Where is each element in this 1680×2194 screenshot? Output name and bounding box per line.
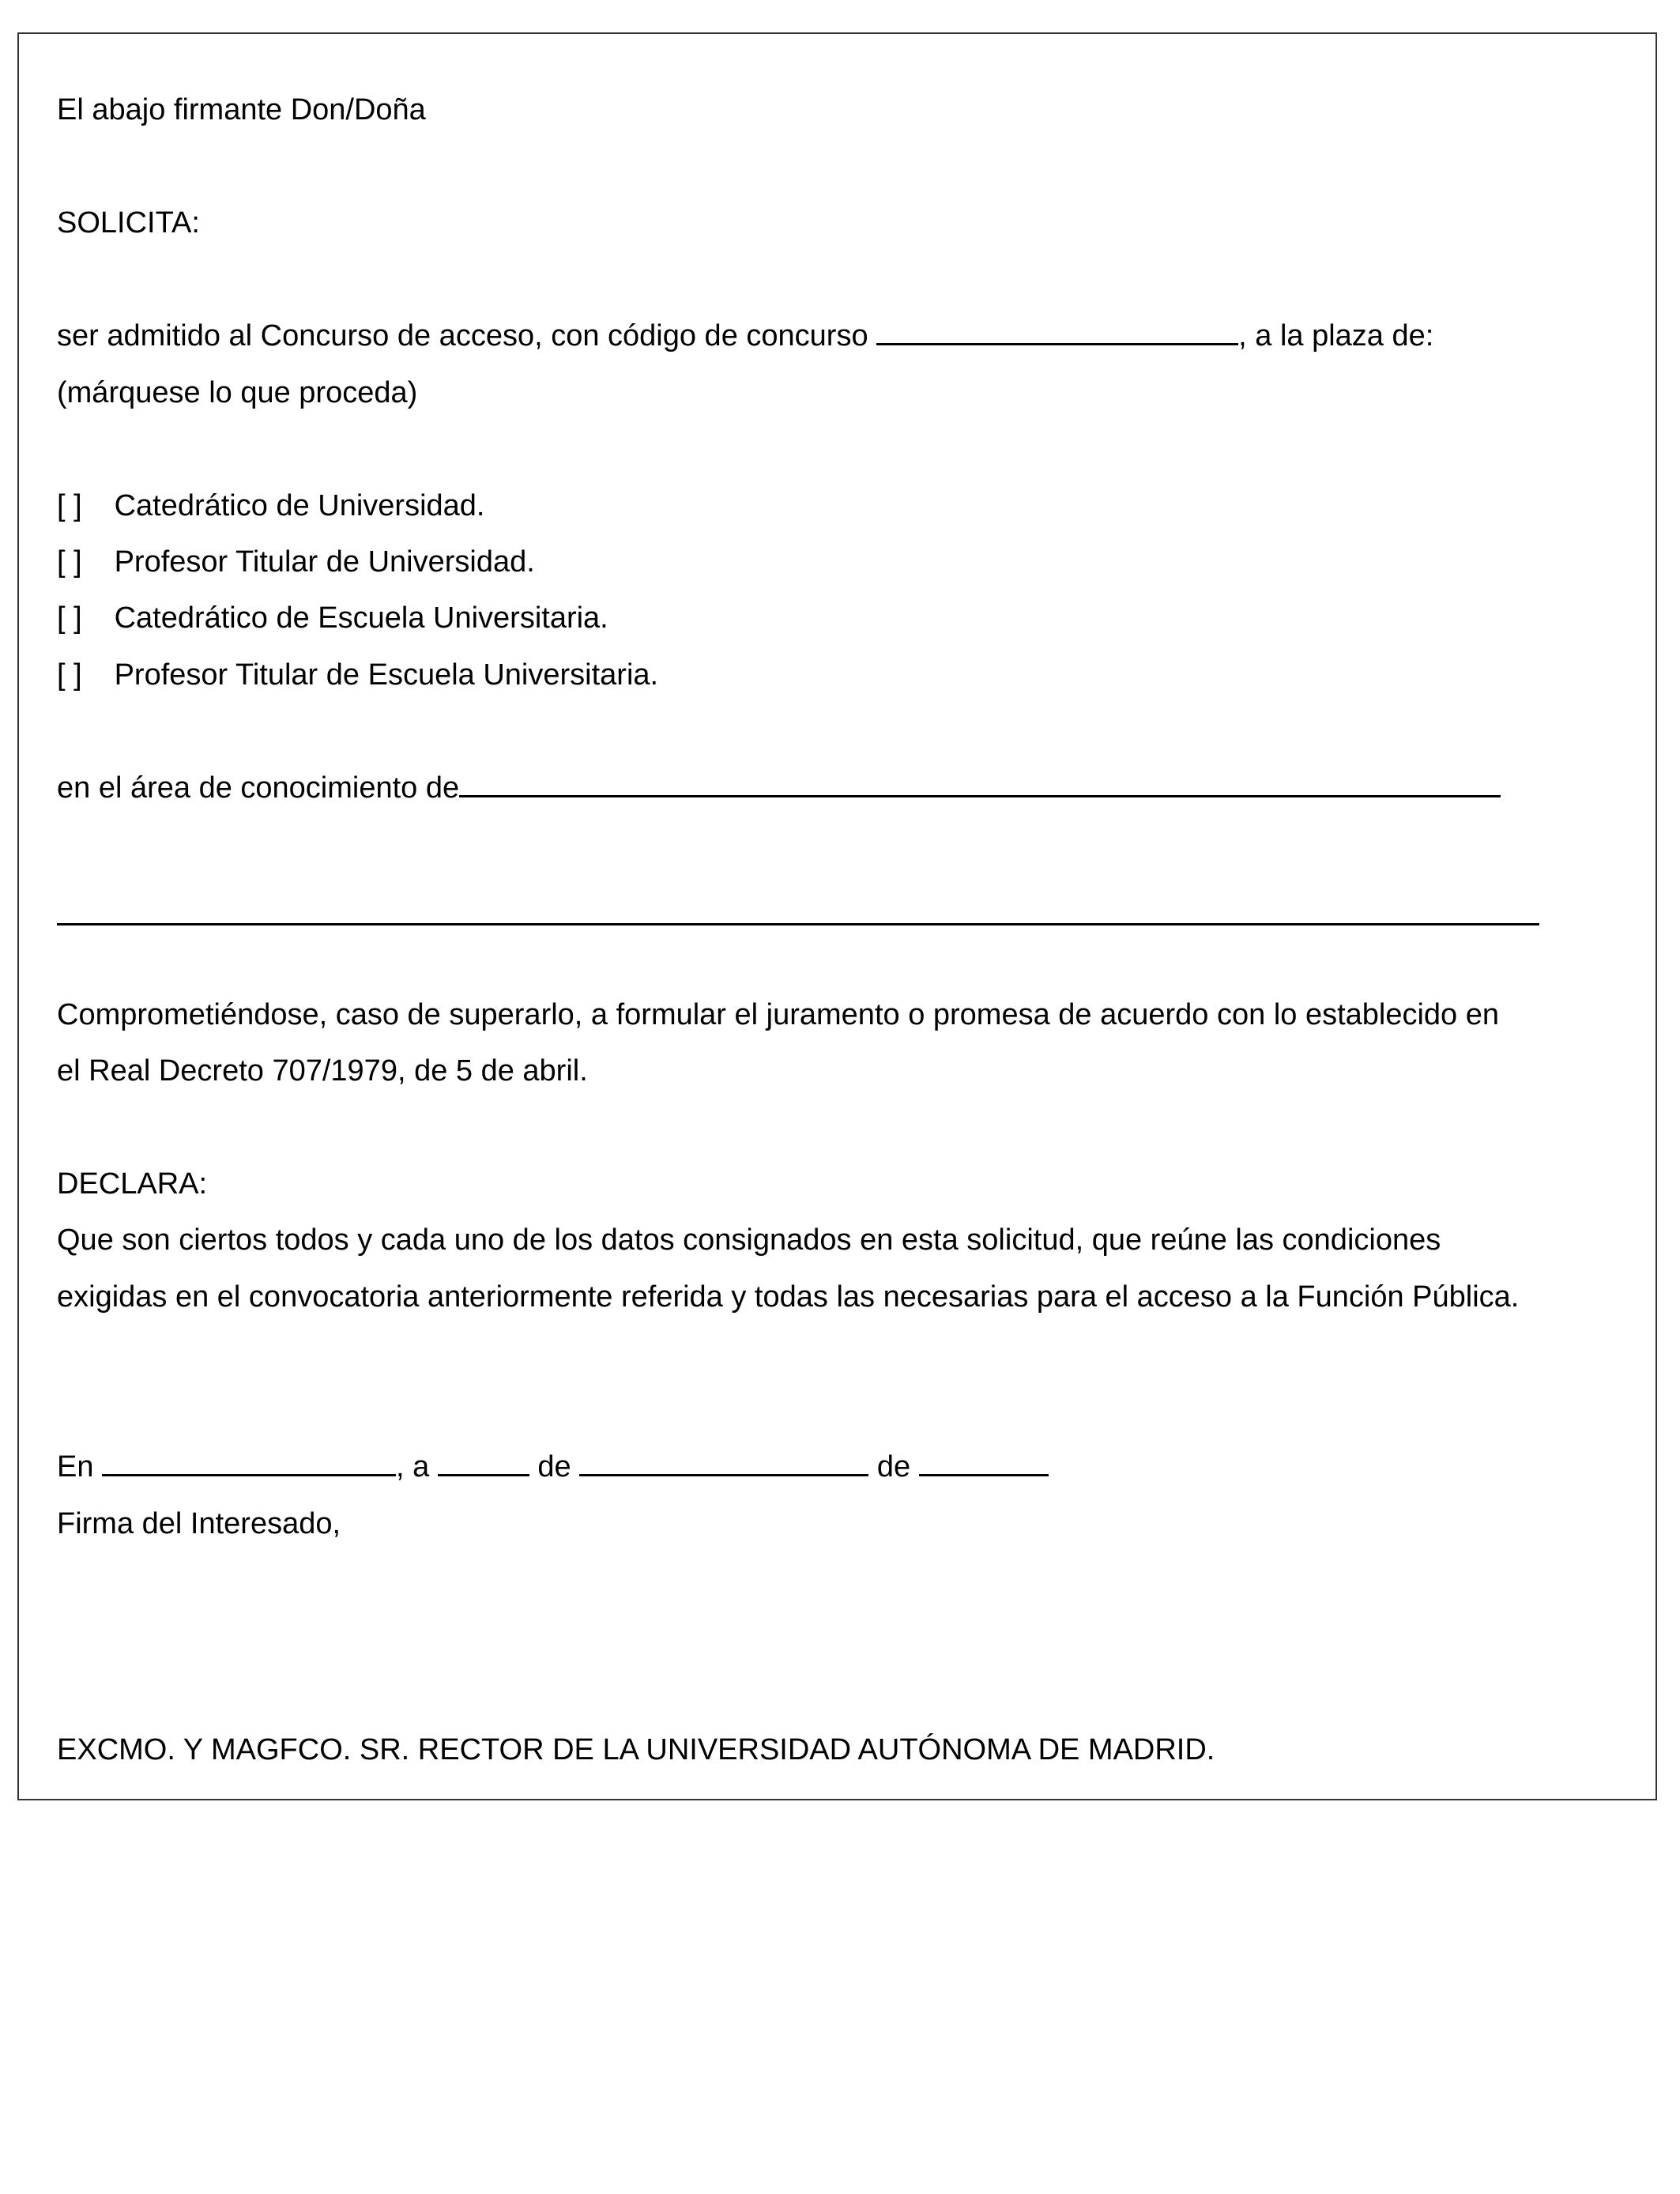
year-separator: de (876, 1450, 911, 1483)
option-catedratico-escuela[interactable] (57, 600, 608, 636)
request-text-before: ser admitido al Concurso de acceso, con código de concurso (57, 319, 868, 352)
solicita-heading: SOLICITA: (57, 206, 200, 239)
option-catedratico-universidad[interactable] (57, 488, 484, 524)
applicant-label: El abajo firmante Don/Doña (57, 93, 426, 126)
commitment-line-1: Comprometiéndose, caso de superarlo, a formular el juramento o promesa de acuerdo con lo establecido en (57, 998, 1500, 1031)
checkbox[interactable]: [ ] (57, 658, 82, 692)
declara-heading: DECLARA: (57, 1167, 208, 1201)
instruction-text: (márquese lo que proceda) (57, 376, 418, 409)
place-field[interactable] (102, 1449, 396, 1476)
area-field[interactable] (459, 770, 1501, 797)
area-line (57, 770, 1501, 806)
option-label: Catedrático de Universidad. (114, 489, 485, 522)
option-titular-escuela[interactable] (57, 657, 658, 693)
commitment-line-2: el Real Decreto 707/1979, de 5 de abril. (57, 1054, 588, 1088)
option-label: Profesor Titular de Universidad. (114, 545, 535, 579)
checkbox[interactable]: [ ] (57, 601, 82, 635)
area-label: en el área de conocimiento de (57, 771, 460, 805)
request-text-after: , a la plaza de: (1238, 319, 1434, 352)
month-separator: de (537, 1450, 571, 1483)
option-titular-universidad[interactable] (57, 544, 535, 580)
addressee: EXCMO. Y MAGFCO. SR. RECTOR DE LA UNIVERSIDAD AUTÓNOMA DE MADRID. (57, 1733, 1215, 1766)
contest-code-field[interactable] (876, 318, 1238, 345)
place-date-line (57, 1449, 1049, 1485)
declara-line-2: exigidas en el convocatoria anteriormente referida y todas las necesarias para el acceso a la Función Pública. (57, 1280, 1520, 1314)
day-separator: , a (396, 1450, 430, 1483)
option-label: Catedrático de Escuela Universitaria. (114, 601, 608, 635)
option-label: Profesor Titular de Escuela Universitaria. (114, 658, 659, 692)
application-form (17, 32, 1657, 1800)
month-field[interactable] (579, 1449, 868, 1476)
area-continuation-field[interactable] (57, 923, 1539, 925)
year-field[interactable] (919, 1449, 1049, 1476)
signature-label: Firma del Interesado, (57, 1507, 341, 1540)
checkbox[interactable]: [ ] (57, 489, 82, 522)
place-label: En (57, 1450, 94, 1483)
declara-line-1: Que son ciertos todos y cada uno de los datos consignados en esta solicitud, que reúne las condiciones (57, 1223, 1441, 1257)
request-line (57, 318, 1433, 354)
day-field[interactable] (438, 1449, 529, 1476)
checkbox[interactable]: [ ] (57, 545, 82, 579)
